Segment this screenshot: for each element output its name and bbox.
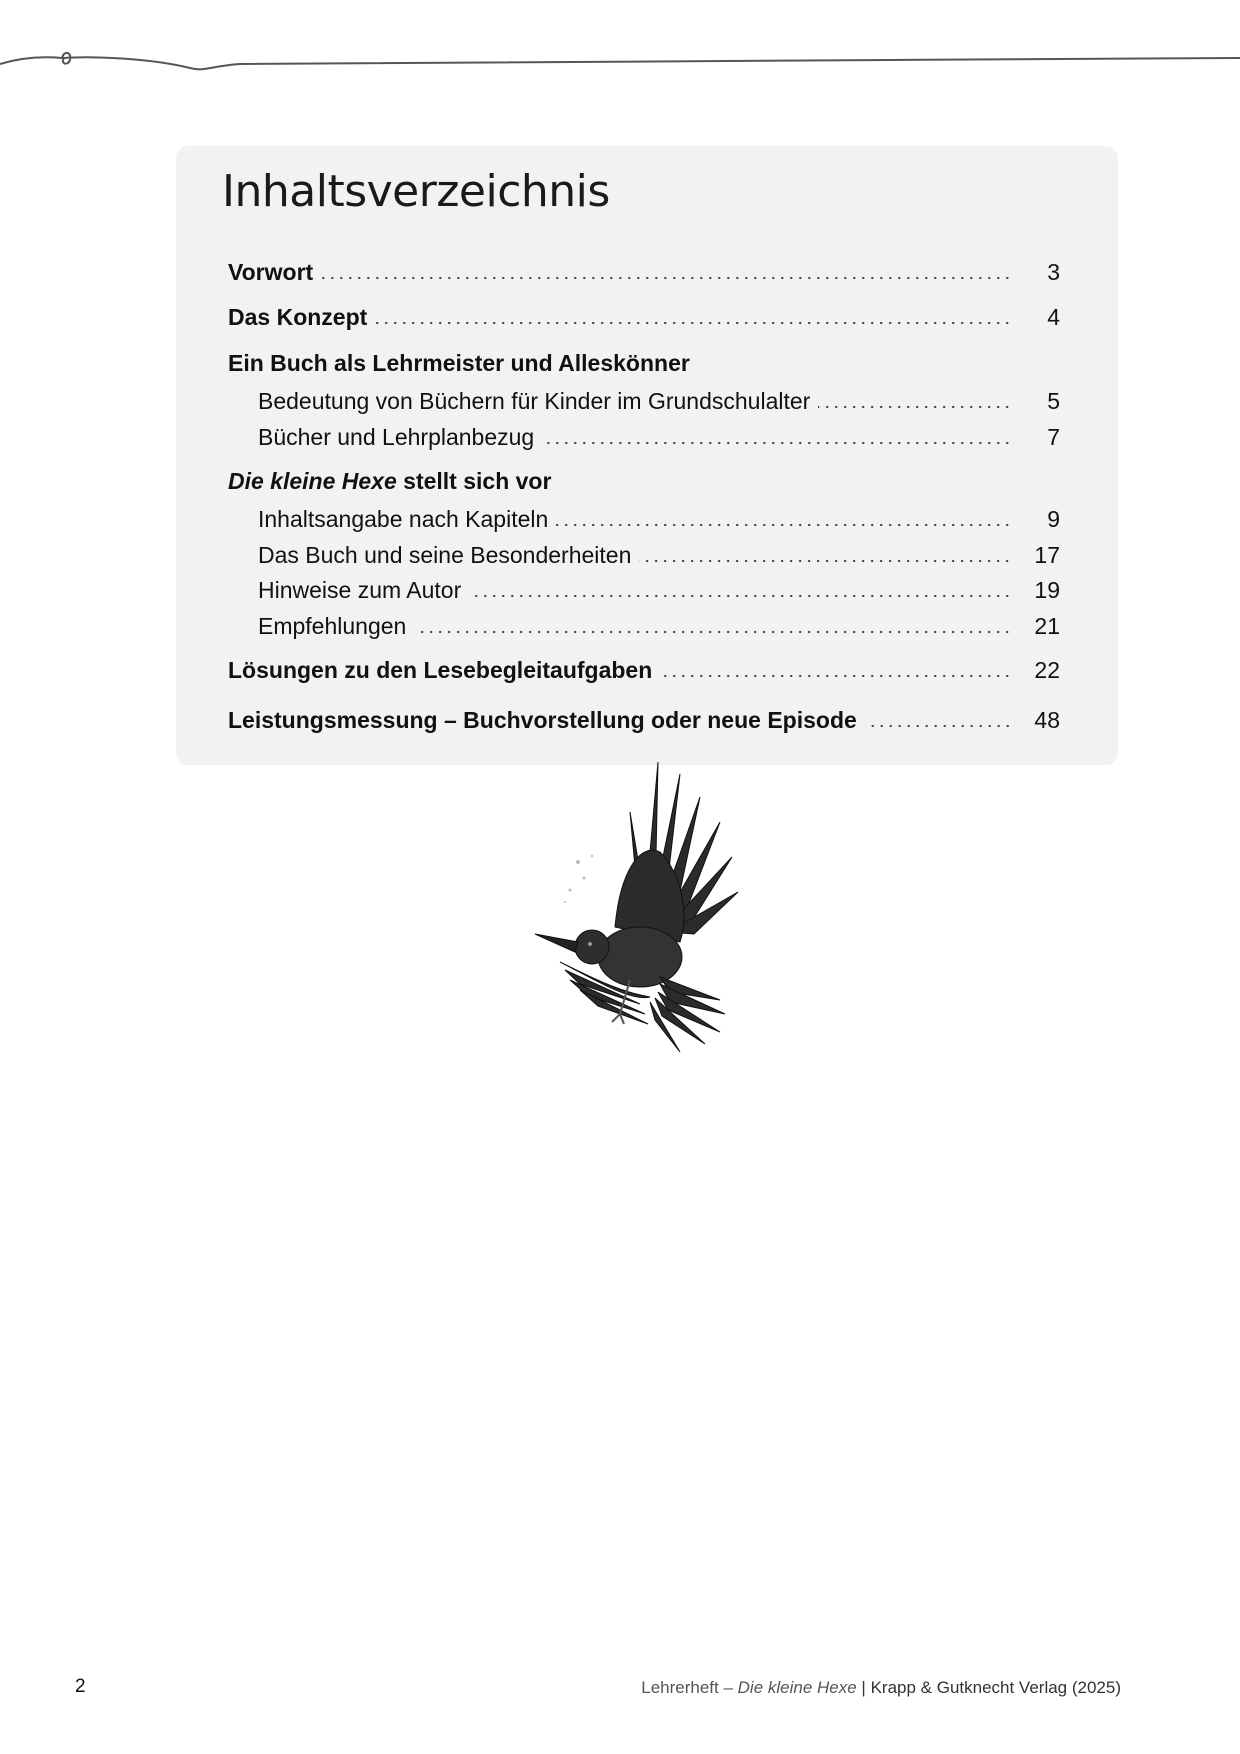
dot-leader	[865, 724, 1012, 728]
decorative-header-line	[0, 40, 1240, 90]
dot-leader	[321, 276, 1012, 280]
book-title-italic: Die kleine Hexe	[228, 468, 397, 494]
page-number: 2	[75, 1676, 86, 1697]
toc-entry-label	[228, 466, 551, 496]
toc-section-heading[interactable]	[228, 466, 1060, 496]
footer-credit	[641, 1678, 1121, 1698]
toc-entry-page: 19	[1034, 577, 1060, 603]
toc-entry-label-rest: stellt sich vor	[396, 468, 552, 494]
toc-entry-label: Hinweise zum Autor	[258, 577, 462, 603]
toc-entry[interactable]	[258, 611, 1060, 641]
toc-entry-label: Bedeutung von Büchern für Kinder im Grundschulalter	[258, 388, 811, 414]
table-of-contents	[176, 146, 1118, 765]
dot-leader	[818, 405, 1012, 409]
toc-entry[interactable]	[258, 575, 1060, 605]
toc-entry-page: 4	[1047, 304, 1060, 330]
footer-book-title: Die kleine Hexe	[737, 1678, 857, 1697]
toc-entry[interactable]	[258, 504, 1060, 534]
footer-prefix: Lehrerheft –	[641, 1678, 738, 1697]
toc-entry-page: 22	[1034, 657, 1060, 683]
toc-entry-label: Ein Buch als Lehrmeister und Alleskönner	[228, 350, 690, 376]
dot-leader	[375, 321, 1012, 325]
footer-publisher: | Krapp & Gutknecht Verlag (2025)	[856, 1678, 1121, 1697]
toc-entry-page: 9	[1047, 506, 1060, 532]
toc-title: Inhaltsverzeichnis	[222, 166, 610, 217]
toc-entry[interactable]	[258, 422, 1060, 452]
dot-leader	[414, 630, 1012, 634]
toc-entry-label: Empfehlungen	[258, 613, 407, 639]
toc-entry[interactable]	[258, 540, 1060, 570]
toc-entry-label: Bücher und Lehrplanbezug	[258, 424, 535, 450]
toc-entry-label: Leistungsmessung – Buchvorstellung oder neue Episode	[228, 707, 857, 733]
toc-entry-page: 17	[1034, 542, 1060, 568]
toc-entry[interactable]	[258, 386, 1060, 416]
toc-entry-page: 3	[1047, 259, 1060, 285]
toc-entry-label: Das Buch und seine Besonderheiten	[258, 542, 632, 568]
dot-leader	[469, 594, 1012, 598]
dot-leader	[542, 441, 1012, 445]
toc-entry-label: Das Konzept	[228, 304, 368, 330]
toc-entry[interactable]	[228, 655, 1060, 685]
dot-leader	[639, 559, 1012, 563]
raven-illustration	[520, 752, 770, 1062]
toc-entry-label: Inhaltsangabe nach Kapiteln	[258, 506, 549, 532]
toc-section-heading[interactable]	[228, 348, 1060, 378]
toc-entry[interactable]	[228, 705, 1060, 735]
toc-entry[interactable]	[228, 302, 1060, 332]
toc-entry[interactable]	[228, 257, 1060, 287]
dot-leader	[556, 523, 1012, 527]
toc-entry-page: 5	[1047, 388, 1060, 414]
toc-entry-page: 21	[1034, 613, 1060, 639]
toc-entry-page: 7	[1047, 424, 1060, 450]
dot-leader	[660, 674, 1012, 678]
toc-entry-label: Lösungen zu den Lesebegleitaufgaben	[228, 657, 653, 683]
toc-entry-label: Vorwort	[228, 259, 314, 285]
toc-entry-page: 48	[1034, 707, 1060, 733]
